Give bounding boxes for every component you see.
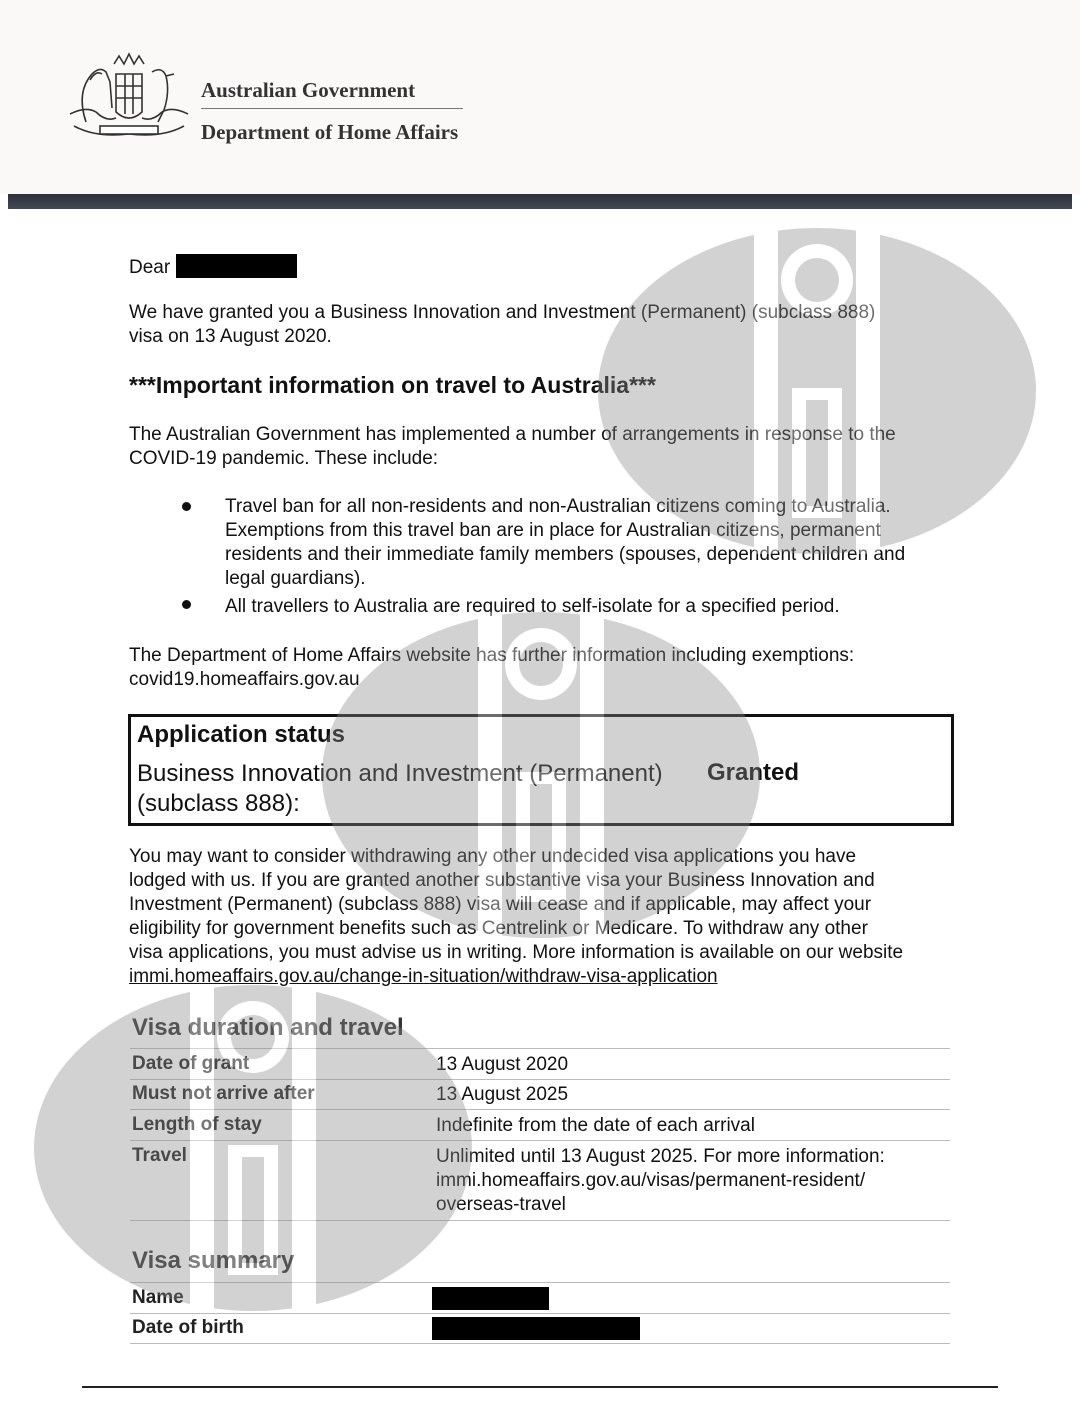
table-row (130, 1079, 950, 1110)
redacted-name (176, 254, 297, 278)
footer-divider (82, 1386, 998, 1388)
redacted-dob-value (432, 1317, 640, 1340)
covid-text-line1: The Australian Government has implemented a number of arrangements in response to the (129, 424, 896, 445)
visa-summary-title: Visa summary (132, 1247, 295, 1274)
withdraw-text-line2: lodged with us. If you are granted another substantive visa your Business Innovation and (129, 870, 875, 891)
length-of-stay-value: Indefinite from the date of each arrival (436, 1115, 755, 1136)
visa-duration-title: Visa duration and travel (132, 1014, 404, 1041)
bullet-icon (182, 600, 191, 609)
header-bar (8, 194, 1072, 209)
status-title: Application status (137, 721, 346, 748)
withdraw-text-line3: Investment (Permanent) (subclass 888) visa will cease and if applicable, may affect your (129, 894, 872, 915)
date-of-grant-value: 13 August 2020 (436, 1054, 569, 1075)
letterhead-divider (201, 108, 463, 109)
redacted-name-value (432, 1287, 549, 1310)
table-row (130, 1313, 950, 1344)
withdraw-text-line5: visa applications, you must advise us in writing. More information is available on our website (129, 942, 904, 963)
department-name: Department of Home Affairs (201, 120, 459, 144)
bullet-2-line1: All travellers to Australia are required to self-isolate for a specified period. (225, 596, 840, 617)
travel-label: Travel (132, 1145, 187, 1166)
withdraw-application-link[interactable]: immi.homeaffairs.gov.au/change-in-situation/withdraw-visa-application (129, 966, 718, 987)
table-row (130, 1110, 950, 1141)
grant-text-line1: We have granted you a Business Innovation and Investment (Permanent) (subclass 888) (129, 302, 876, 323)
bullet-1-line3: residents and their immediate family members (spouses, dependent children and (225, 544, 906, 565)
travel-value-line2: immi.homeaffairs.gov.au/visas/permanent-resident/ (436, 1170, 866, 1191)
dept-website: covid19.homeaffairs.gov.au (129, 669, 360, 690)
withdraw-text-line4: eligibility for government benefits such as Centrelink or Medicare. To withdraw any other (129, 918, 868, 939)
table-row (130, 1048, 950, 1080)
status-badge: Granted (707, 759, 800, 786)
table-row (130, 1282, 950, 1314)
table-row (130, 1141, 950, 1221)
status-label-line2: (subclass 888): (137, 790, 300, 817)
coat-of-arms-logo (66, 52, 192, 144)
government-name: Australian Government (201, 78, 416, 102)
date-of-grant-label: Date of grant (132, 1053, 250, 1074)
covid-text-line2: COVID-19 pandemic. These include: (129, 448, 439, 469)
name-label: Name (132, 1287, 184, 1308)
travel-value (436, 1145, 885, 1217)
grant-text-line2: visa on 13 August 2020. (129, 326, 332, 347)
withdraw-text-line1: You may want to consider withdrawing any other undecided visa applications you have (129, 846, 857, 867)
bullet-icon (182, 502, 191, 511)
status-label-line1: Business Innovation and Investment (Permanent) (137, 760, 663, 787)
travel-heading: ***Important information on travel to Australia*** (129, 372, 656, 398)
length-of-stay-label: Length of stay (132, 1114, 262, 1135)
bullet-1-line1: Travel ban for all non-residents and non-Australian citizens coming to Australia. (225, 496, 891, 517)
dept-text-line1: The Department of Home Affairs website has further information including exemptions: (129, 645, 855, 666)
status-label (137, 759, 663, 819)
travel-value-line1: Unlimited until 13 August 2025. For more information: (436, 1146, 885, 1167)
bullet-1-line4: legal guardians). (225, 568, 366, 589)
must-not-arrive-label: Must not arrive after (132, 1083, 315, 1104)
application-status-box (128, 714, 954, 826)
date-of-birth-label: Date of birth (132, 1317, 244, 1338)
must-not-arrive-value: 13 August 2025 (436, 1084, 569, 1105)
travel-value-line3: overseas-travel (436, 1194, 566, 1215)
bullet-1-line2: Exemptions from this travel ban are in place for Australian citizens, permanent (225, 520, 881, 541)
salutation: Dear (129, 257, 171, 278)
